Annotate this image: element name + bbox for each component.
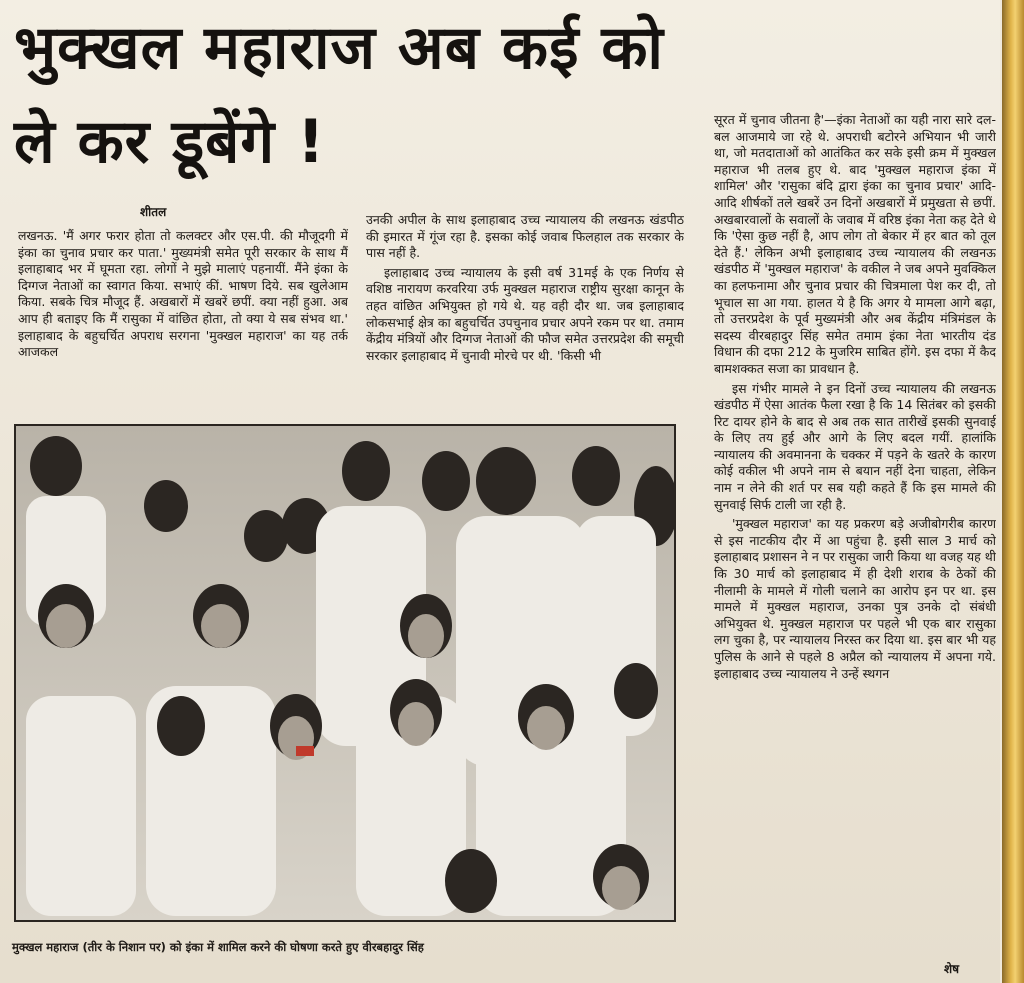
headline-line-2: ले कर डूबेंगे !	[14, 107, 326, 177]
pencil-edge	[1002, 0, 1024, 983]
column-1-paragraph: लखनऊ. 'मैं अगर फरार होता तो कलक्टर और एस.पी. की मौजूदगी में इंका का चुनाव प्रचार कर पाता.' मुख्यमंत्री समेत पूरी सरकार के साथ मैं इलाहाबाद भर में घूमता रहा. लोगों ने मुझे मालाएं पहनायीं. मैंने इंका के दिग्गज नेताओं का स्वागत किया. सभाएं कीं. भाषण दिये. सब खुलेआम किया. सबके चित्र मौजूद हैं. अखबारों में खबरें छपीं. क्या नहीं हुआ. अब आप ही बताइए कि मैं रासुका में वांछित होता, तो क्या ये सब संभव था.' इलाहाबाद के बहुचर्चित अपराध सरगना 'मुक्खल महाराज' का यह तर्क आजकल	[18, 228, 348, 360]
news-photograph	[14, 424, 676, 922]
column-3-paragraph: इस गंभीर मामले ने इन दिनों उच्च न्यायालय की लखनऊ खंडपीठ में ऐसा आतंक फैला रखा है कि 14 सितंबर को इसकी रिट दायर होने के बाद से अब तक सात तारीखें इसकी सुनवाई के लिए तय हुई और आगे के लिए बदल गयीं. हालांकि न्यायालय की अवमानना के चक्कर में पड़ने के खतरे के कारण कोई वकील भी अपने नाम से बयान नहीं देना चाहता, लेकिन नाम न लेने की शर्त पर सब यही कहते हैं कि इस मामले की सुनवाई सिर्फ टाली जा रही है.	[714, 380, 996, 512]
column-2-paragraph: इलाहाबाद उच्च न्यायालय के इसी वर्ष 31मई के एक निर्णय से वशिष्ठ नारायण करवरिया उर्फ मुक्खल महाराज राष्ट्रीय सुरक्षा कानून के तहत वांछित अभियुक्त हो गये थे. यह वही दौर था. जब इलाहाबाद लोकसभाई क्षेत्र का बहुचर्चित उपचुनाव प्रचार अपने रकम पर था. तमाम केंद्रीय मंत्रियों और दिग्गज नेताओं की फौज समेत उत्तरप्रदेश की समूची सरकार इलाहाबाद में चुनावी मोरचे पर थी. 'किसी भी	[366, 264, 684, 363]
article-column-3	[714, 112, 996, 962]
column-2-paragraph: उनकी अपील के साथ इलाहाबाद उच्च न्यायालय की लखनऊ खंडपीठ की इमारत में गूंज रहा है. इसका कोई जवाब फिलहाल तक सरकार के पास नहीं है.	[366, 212, 684, 261]
headline-line-1: भुक्खल महाराज अब कई को	[14, 13, 664, 83]
column-3-paragraph: 'मुक्खल महाराज' का यह प्रकरण बड़े अजीबोगरीब कारण से इस नाटकीय दौर में आ पहुंचा है. इसी साल 3 मार्च को इलाहाबाद प्रशासन ने न पर रासुका जारी किया था वजह यह थी कि 30 मार्च को इलाहाबाद में ही देशी शराब के ठेकों की नीलामी के मामले में गोली चलाने का आरोप इन पर था. इस मामले में मुक्खल महाराज, उनका पुत्र उनके दो संबंधी अभियुक्त थे. मुक्खल महाराज पर पहले भी एक बार रासुका लग चुका है, पर न्यायालय निरस्त कर दिया था. इस बार भी यह पुलिस के आने से पहले 8 अप्रैल को न्यायालय में अपना गये. इलाहाबाद उच्च न्यायालय ने उन्हें स्थगन	[714, 516, 996, 681]
byline: शीतल	[140, 205, 167, 219]
column-3-paragraph: सूरत में चुनाव जीतना है'—इंका नेताओं का यही नारा सारे दल-बल आजमाये जा रहे थे. अपराधी बटोरने अभियान भी जारी था, जो मतदाताओं को आतंकित कर सके इसी क्रम में मुक्खल महाराज भी तलब हुए थे. बाद 'मुक्खल महाराज इंका में शामिल' और 'रासुका बंदि द्वारा इंका का चुनाव प्रचार' आदि-आदि शीर्षकों तले खबरें उन दिनों अखबारों में प्रमुखता से छपीं. अखबारवालों के सवालों के जवाब में वरिष्ठ इंका नेता कह देते थे कि 'ऐसा कुछ नहीं है, आप लोग तो बेकार में हर बात को तूल देते हैं.' लेकिन अभी इलाहाबाद उच्च न्यायालय की लखनऊ खंडपीठ में 'मुक्खल महाराज' के वकील ने जब अपने मुवक्किल का हलफनामा और चुनाव प्रचार की चित्रमाला पेश कर दी, तो भूचाल सा आ गया. हालत ये है कि अगर ये मामला आगे बढ़ा, तो उत्तरप्रदेश के पूर्व मुख्यमंत्री और अब केंद्रीय मंत्रिमंडल के सदस्य वीरबहादुर सिंह समेत तमाम इंका नेता भारतीय दंड विधान की दफा 212 के मुजरिम साबित होंगे. इस दफा में कैद बामशक्कत सजा का प्रावधान है.	[714, 112, 996, 376]
photo-caption: मुक्खल महाराज (तीर के निशान पर) को इंका में शामिल करने की घोषणा करते हुए वीरबहादुर सिंह	[12, 940, 424, 954]
continued-note: शेष	[944, 962, 960, 976]
article-column-1	[18, 228, 348, 418]
article-column-2	[366, 212, 684, 418]
